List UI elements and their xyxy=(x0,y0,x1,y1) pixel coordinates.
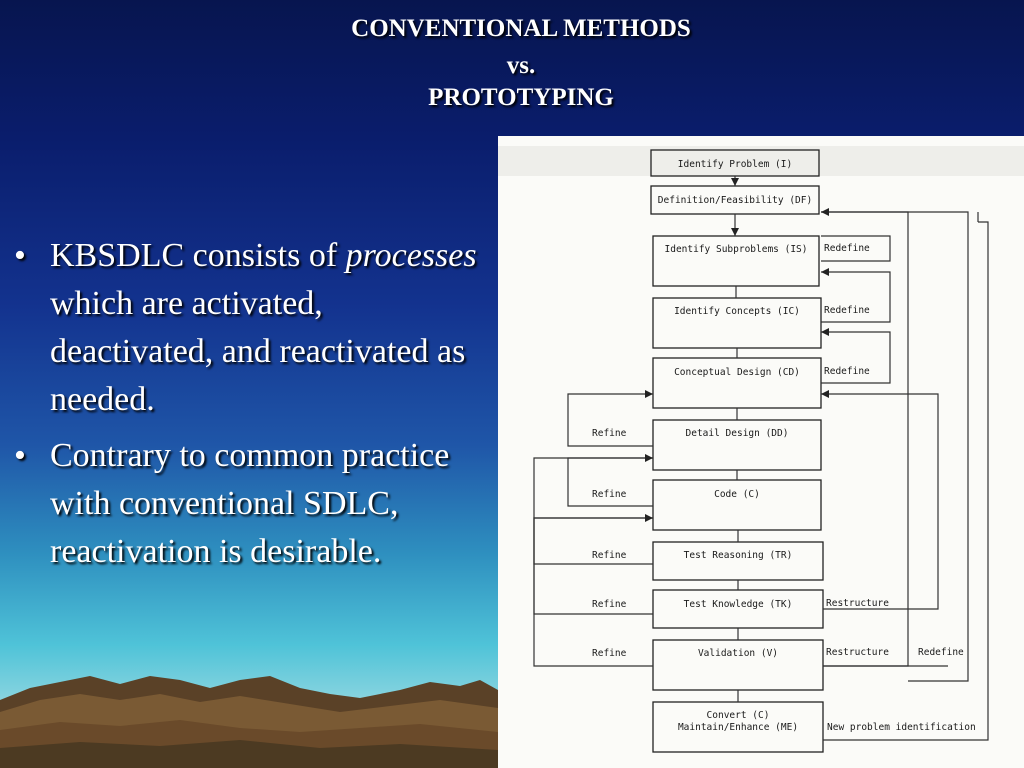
bullet-item-2 xyxy=(14,432,484,576)
redefine-label: Redefine xyxy=(824,366,870,377)
box-label-line-2: Maintain/Enhance (ME) xyxy=(677,722,799,733)
restructure-label: Restructure xyxy=(826,598,889,609)
refine-label: Refine xyxy=(592,599,627,610)
bullet-text xyxy=(50,232,484,424)
box-label: Convert (C) xyxy=(706,710,770,721)
bullet-text-part: Contrary to common practice with conventional SDLC, reactivation is desirable. xyxy=(50,437,450,570)
right-feedback-loops xyxy=(821,212,988,740)
redefine-label: Redefine xyxy=(824,243,870,254)
box-label: Code (C) xyxy=(714,489,760,500)
box-label: Test Reasoning (TR) xyxy=(683,550,793,561)
box-label: Validation (V) xyxy=(697,648,779,659)
refine-label: Refine xyxy=(592,550,627,561)
box-label: Identify Concepts (IC) xyxy=(674,306,800,317)
box-label: Definition/Feasibility (DF) xyxy=(657,195,813,206)
restructure-label: Restructure xyxy=(826,647,889,658)
box-test-reasoning xyxy=(653,542,823,580)
box-code xyxy=(653,480,821,530)
bullet-item-1 xyxy=(14,232,484,424)
refine-label: Refine xyxy=(592,489,627,500)
box-label: Identify Subproblems (IS) xyxy=(664,244,808,255)
box-label: Conceptual Design (CD) xyxy=(674,367,800,378)
box-label: Identify Problem (I) xyxy=(677,159,793,170)
bullet-text-part: which are activated, deactivated, and reactivated as needed. xyxy=(50,285,466,418)
title-line-1: CONVENTIONAL METHODS xyxy=(351,15,691,42)
bullet-marker: • xyxy=(14,237,26,274)
bullet-marker: • xyxy=(14,437,26,474)
redefine-label: Redefine xyxy=(824,305,870,316)
new-problem-label: New problem identification xyxy=(827,722,976,733)
bullet-text-part: KBSDLC consists of xyxy=(50,237,346,274)
kbsdlc-diagram xyxy=(498,136,1024,768)
refine-label: Refine xyxy=(592,428,627,439)
box-label: Detail Design (DD) xyxy=(685,428,789,439)
diagram-svg xyxy=(498,136,1024,768)
title-line-3: PROTOTYPING xyxy=(428,84,614,111)
redefine-label-outer: Redefine xyxy=(918,647,964,658)
bullet-list xyxy=(14,232,484,584)
bullet-emphasis: processes xyxy=(345,237,477,274)
title-line-2: vs. xyxy=(506,52,536,79)
refine-label: Refine xyxy=(592,648,627,659)
box-conceptual-design xyxy=(653,358,821,408)
box-label: Test Knowledge (TK) xyxy=(683,599,793,610)
bullet-text xyxy=(50,432,484,576)
